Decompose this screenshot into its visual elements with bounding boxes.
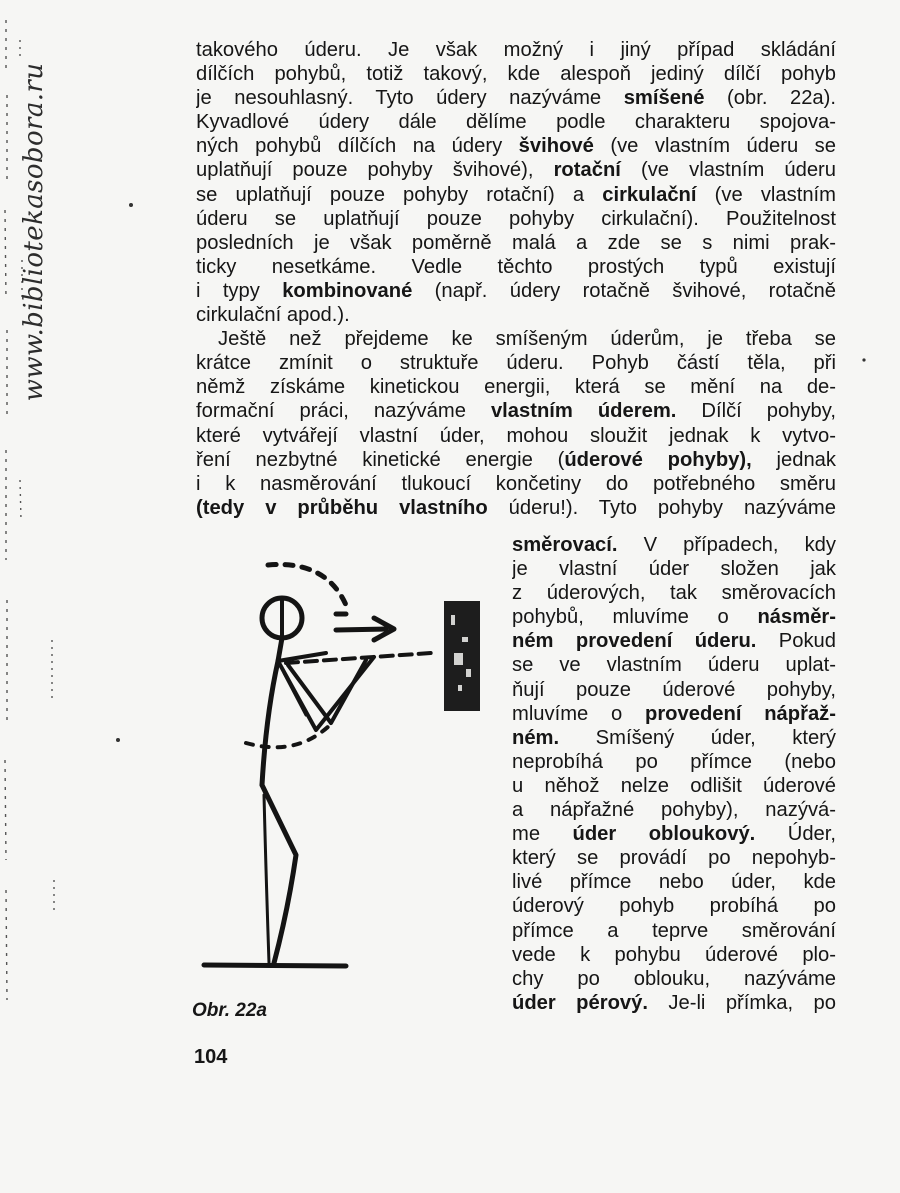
text-line: [196, 134, 836, 158]
text-line: [196, 448, 836, 472]
bold-term: rotační: [553, 159, 621, 182]
text-run: přímce a teprve směrování: [512, 919, 836, 942]
bold-term: cirkulační: [602, 183, 697, 206]
text-line: [512, 919, 836, 943]
text-run: ticky nesetkáme. Vedle těchto prostých typů existují: [196, 255, 836, 278]
text-line: [512, 678, 836, 702]
text-line: [512, 629, 836, 653]
text-line: [196, 207, 836, 231]
text-run: u něhož nelze odlišit úderové: [512, 774, 836, 797]
text-run: (ve vlastním úderu: [620, 159, 836, 182]
text-run: vede k pohybu úderové plo-: [512, 943, 836, 966]
torso: [262, 661, 278, 785]
text-run: Pokud: [756, 630, 836, 653]
text-run: Úder,: [755, 823, 836, 846]
text-run: němž získáme kinetickou energii, která se mění na de-: [196, 376, 836, 399]
text-run: Je-li přímka, po: [647, 991, 836, 1014]
bold-term: smíšené: [623, 87, 705, 110]
bold-term: (tedy v průběhu vlastního: [196, 496, 488, 519]
text-run: je vlastní úder složen jak: [512, 558, 836, 581]
text-run: který se provádí po nepohyb-: [512, 847, 836, 870]
text-line: [512, 653, 836, 677]
text-run: i k nasměrování tlukoucí končetiny do potřebného směru: [196, 472, 836, 495]
text-line: [196, 351, 836, 375]
text-run: Kyvadlové údery dále dělíme podle charakteru spojova-: [196, 111, 836, 134]
bold-term: ném.: [512, 726, 560, 749]
text-run: i typy: [196, 279, 283, 302]
shoulder-line: [278, 653, 326, 661]
text-run: jednak: [751, 448, 836, 471]
text-run: (např. údery rotačně švihové, rotačně: [412, 279, 836, 302]
text-line: [512, 702, 836, 726]
text-run: chy po oblouku, nazýváme: [512, 967, 836, 990]
text-line: [512, 605, 836, 629]
text-run: úderový pohyb probíhá po: [512, 895, 836, 918]
text-line: [196, 399, 836, 423]
watermark-text: www.bibliotekasobora.ru: [19, 62, 49, 402]
bold-term: úder pérový.: [512, 991, 648, 1014]
text-run: které vytvářejí vlastní úder, mohou sloužit jednak k vytvo-: [196, 424, 836, 447]
text-run: cirkulační apod.).: [196, 304, 350, 327]
neck: [278, 638, 282, 661]
text-run: krátce zmínit o struktuře úderu. Pohyb částí těla, při: [196, 352, 836, 375]
text-run: V případech, kdy: [617, 534, 836, 556]
text-run: úderu!). Tyto pohyby nazýváme: [487, 496, 836, 519]
text-line: [196, 62, 836, 86]
text-run: mluvíme o: [512, 702, 645, 725]
text-line: [512, 533, 836, 557]
text-run: je nesouhlasný. Tyto údery nazýváme: [196, 87, 624, 110]
text-line: [196, 38, 836, 62]
text-line: [196, 375, 836, 399]
bold-term: provedení nápřaž-: [644, 702, 836, 725]
text-run: Dílčí pohyby,: [676, 400, 836, 423]
main-text-block: [196, 38, 836, 520]
arm-motion-3: [284, 673, 306, 715]
page-number: 104: [194, 1046, 228, 1068]
stick-figure-illustration: [196, 545, 496, 985]
bold-term: násměr-: [757, 606, 836, 629]
text-line: [512, 726, 836, 750]
text-line: [512, 943, 836, 967]
text-line: [196, 424, 836, 448]
text-run: posledních je však poměrně malá a zde se s nimi prak-: [196, 231, 836, 254]
text-line: [196, 158, 836, 182]
text-line: [196, 183, 836, 207]
text-run: (ve vlastním: [696, 183, 836, 206]
motion-arrow: [336, 629, 386, 630]
text-line: [512, 557, 836, 581]
text-line: [196, 472, 836, 496]
text-run: a nápřažné pohyby), nazývá-: [512, 799, 836, 822]
text-run: pohybů, mluvíme o: [512, 606, 758, 629]
text-line: [512, 894, 836, 918]
text-line: [196, 86, 836, 110]
text-run: me: [512, 823, 573, 846]
bold-term: směrovací.: [512, 534, 618, 556]
text-run: dílčích pohybů, totiž takový, kde alespoň jediný dílčí pohyb: [196, 63, 836, 86]
text-line: [512, 581, 836, 605]
text-run: neprobíhá po přímce (nebo: [512, 750, 836, 773]
text-line: [512, 798, 836, 822]
text-line: [196, 255, 836, 279]
bold-term: vlastním úderem.: [490, 400, 677, 423]
text-line: [512, 967, 836, 991]
text-run: se ve vlastním úderu uplat-: [512, 654, 836, 677]
text-line: [512, 750, 836, 774]
bold-term: ném provedení úderu.: [512, 630, 757, 653]
text-line: [512, 991, 836, 1015]
text-run: úderu se uplatňují pouze pohyby cirkulační). Použitelnost: [196, 207, 836, 230]
figure-caption: Obr. 22a: [192, 1000, 267, 1021]
text-line: [196, 303, 836, 327]
text-run: (ve vlastním úderu se: [593, 135, 836, 158]
text-line: [512, 822, 836, 846]
text-run: takového úderu. Je však možný i jiný případ skládání: [196, 39, 836, 61]
text-line: [512, 774, 836, 798]
text-line: [512, 846, 836, 870]
bold-term: úderové pohyby),: [564, 448, 752, 471]
text-line: [196, 110, 836, 134]
text-run: Ještě než přejdeme ke smíšeným úderům, je třeba se: [218, 328, 836, 351]
bold-term: švihové: [518, 135, 594, 158]
text-run: Smíšený úder, který: [559, 726, 836, 749]
leg-back: [264, 795, 269, 963]
ground-line: [204, 965, 346, 966]
text-run: se uplatňují pouze pohyby rotační) a: [196, 183, 603, 206]
text-line: [196, 327, 836, 351]
text-run: uplatňují pouze pohyby švihové),: [196, 159, 554, 182]
text-line: [196, 279, 836, 303]
text-line: [196, 496, 836, 520]
text-run: ných pohybů dílčích na údery: [196, 135, 519, 158]
bold-term: úder obloukový.: [572, 823, 756, 846]
text-run: formační práci, nazýváme: [196, 400, 491, 423]
text-run: (obr. 22a).: [704, 87, 836, 110]
text-run: ňují pouze úderové pohyby,: [512, 678, 836, 701]
text-run: livé přímce nebo úder, kde: [512, 871, 836, 894]
text-line: [512, 870, 836, 894]
text-run: ření nezbytné kinetické energie (: [196, 448, 565, 471]
wrapped-text-column: [512, 533, 836, 1015]
text-line: [196, 231, 836, 255]
text-run: z úderových, tak směrovacích: [512, 582, 836, 605]
bold-term: kombinované: [282, 279, 413, 302]
